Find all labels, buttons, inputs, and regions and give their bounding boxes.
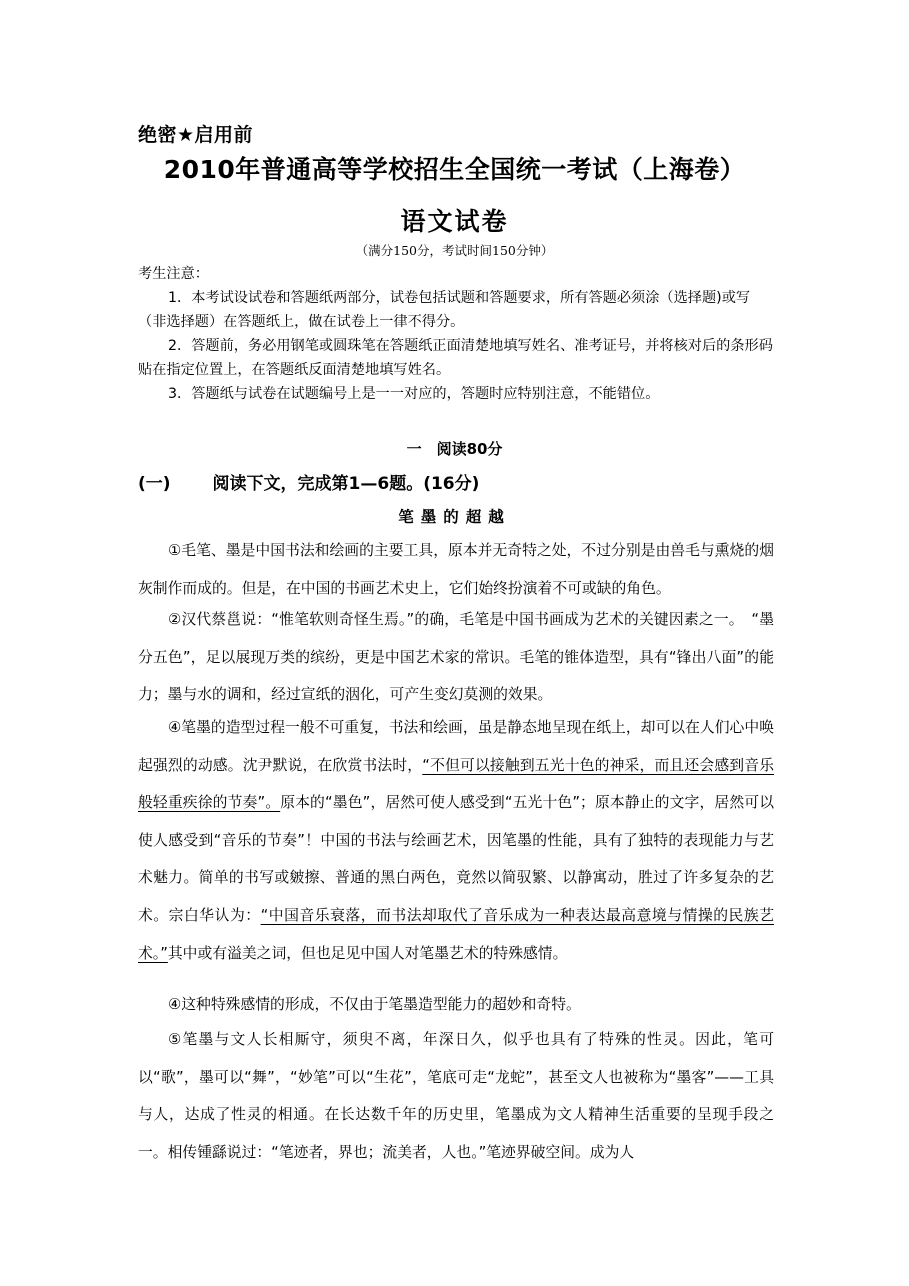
underlined-quote-shen: “不但可以接触到五光十色的神采，而且还会感到音乐般轻重疾徐的节奏”。 bbox=[138, 756, 774, 812]
notice-title: 考生注意： bbox=[138, 266, 209, 282]
essay-paragraph-3 bbox=[138, 709, 774, 972]
notice-item-3: 3．答题纸与试卷在试题编号上是一一对应的，答题时应特别注意，不能错位。 bbox=[168, 386, 660, 402]
confidential-label: 绝密★启用前 bbox=[138, 124, 254, 146]
notice-item-2: 2．答题前，务必用钢笔或圆珠笔在答题纸正面清楚地填写姓名、准考证号，并将核对后的条形码贴在指定位置上，在答题纸反面清楚地填写姓名。 bbox=[138, 338, 773, 378]
part-number: (一) bbox=[138, 474, 171, 494]
exam-subject: 语文试卷 bbox=[400, 207, 509, 236]
essay-title: 笔墨的超越 bbox=[398, 508, 511, 526]
essay-paragraph-5: ⑤笔墨与文人长相厮守，须臾不离，年深日久，似乎也具有了特殊的性灵。因此，笔可以“歌”，墨可以“舞”，“妙笔”可以“生花”，笔底可走“龙蛇”，甚至文人也被称为“墨客”——工具与人，达成了性灵的相通。在长达数千年的历史里，笔墨成为文人精神生活重要的呈现手段之一。相传锺繇说过：“笔迹者，界也；流美者，人也。”笔迹界破空间。成为人 bbox=[138, 1031, 774, 1161]
essay-paragraph-1: ①毛笔、墨是中国书法和绘画的主要工具，原本并无奇特之处，不过分别是由兽毛与熏烧的烟灰制作而成的。但是，在中国的书画艺术史上，它们始终扮演着不可或缺的角色。 bbox=[138, 542, 774, 597]
score-time-note: （满分150分，考试时间150分钟） bbox=[355, 243, 554, 258]
exam-title: 2010年普通高等学校招生全国统一考试（上海卷） bbox=[163, 155, 746, 184]
part-heading bbox=[138, 469, 479, 494]
section-heading: 一 阅读80分 bbox=[406, 440, 503, 458]
essay-paragraph-2: ②汉代蔡邕说：“惟笔软则奇怪生焉。”的确，毛笔是中国书画成为艺术的关键因素之一。 “墨分五色”，足以展现万类的缤纷，更是中国艺术家的常识。毛笔的锥体造型，具有“锋出八面”的能力；墨与水的调和，经过宣纸的洇化，可产生变幻莫测的效果。 bbox=[138, 611, 774, 704]
essay-paragraph-4: ④这种特殊感情的形成，不仅由于笔墨造型能力的超妙和奇特。 bbox=[168, 996, 581, 1013]
notice-item-1: 1．本考试设试卷和答题纸两部分，试卷包括试题和答题要求，所有答题必须涂（选择题)或写（非选择题）在答题纸上，做在试卷上一律不得分。 bbox=[138, 290, 751, 330]
part-instruction: 阅读下文，完成第1—6题。(16分) bbox=[212, 474, 480, 494]
paragraph-text: 原本的“墨色”，居然可使人感受到“五光十色”；原本静止的文字，居然可以使人感受到“音乐的节奏”！中国的书法与绘画艺术，因笔墨的性能，具有了独特的表现能力与艺术魅力。简单的书写或皴擦、普通的黑白两色，竟然以简驭繁、以静寓动，胜过了许多复杂的艺术。宗白华认为： bbox=[138, 794, 774, 924]
underlined-quote-zong: “中国音乐衰落，而书法却取代了音乐成为一种表达最高意境与情操的民族艺术。” bbox=[138, 906, 774, 962]
paragraph-text: ④笔墨的造型过程一般不可重复，书法和绘画，虽是静态地呈现在纸上，却可以在人们心中唤起强烈的动感。沈尹默说，在欣赏书法时， bbox=[138, 719, 774, 774]
paragraph-text: 其中或有溢美之词，但也足见中国人对笔墨艺术的特殊感情。 bbox=[167, 944, 568, 962]
